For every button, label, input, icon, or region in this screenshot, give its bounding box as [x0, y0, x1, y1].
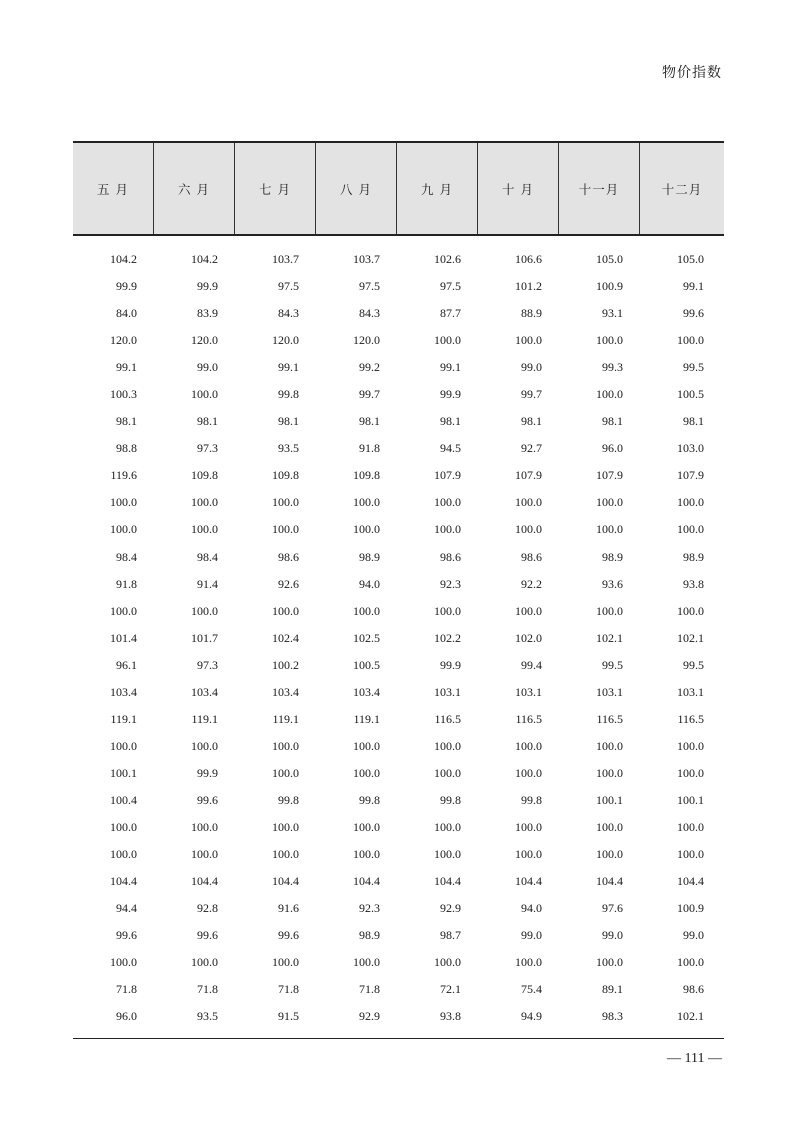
table-cell: 100.0	[191, 495, 218, 510]
table-cell: 100.0	[596, 603, 623, 618]
table-cell: 98.1	[197, 414, 218, 429]
table-row	[73, 652, 724, 679]
table-cell: 104.4	[110, 874, 137, 889]
table-row	[73, 976, 724, 1003]
table-cell: 104.4	[677, 874, 704, 889]
table-cell: 87.7	[440, 306, 461, 321]
column-header: 十二月	[661, 181, 703, 197]
table-cell: 98.1	[359, 414, 380, 429]
table-cell: 102.4	[272, 630, 299, 645]
table-cell: 100.0	[434, 333, 461, 348]
table-cell: 99.0	[683, 928, 704, 943]
table-cell: 100.1	[677, 792, 704, 807]
table-cell: 98.9	[683, 549, 704, 564]
table-cell: 100.0	[110, 738, 137, 753]
table-cell: 103.7	[353, 252, 380, 267]
table-cell: 103.4	[191, 684, 218, 699]
table-cell: 83.9	[197, 306, 218, 321]
table-cell: 94.0	[521, 901, 542, 916]
table-cell: 103.1	[434, 684, 461, 699]
table-cell: 71.8	[197, 982, 218, 997]
table-cell: 98.1	[683, 414, 704, 429]
column-header: 六 月	[154, 143, 235, 234]
table-cell: 99.0	[197, 360, 218, 375]
table-cell: 100.0	[596, 820, 623, 834]
table-cell: 97.3	[197, 657, 218, 672]
table-cell: 100.0	[677, 955, 704, 970]
table-cell: 100.0	[353, 738, 380, 753]
table-cell: 100.0	[596, 847, 623, 862]
table-cell: 91.4	[197, 576, 218, 591]
table-cell: 94.9	[521, 1009, 542, 1024]
table-cell: 99.5	[602, 657, 623, 672]
table-cell: 100.0	[110, 820, 137, 834]
table-cell: 98.8	[116, 441, 137, 456]
table-cell: 100.0	[596, 387, 623, 402]
table-cell: 103.1	[515, 684, 542, 699]
table-cell: 107.9	[596, 468, 623, 483]
table-cell: 103.4	[110, 684, 137, 699]
table-row	[73, 408, 724, 435]
table-cell: 98.6	[683, 982, 704, 997]
table-cell: 99.0	[521, 360, 542, 375]
table-row	[73, 787, 724, 814]
table-cell: 100.0	[191, 522, 218, 537]
table-cell: 104.4	[434, 874, 461, 889]
table-cell: 100.0	[434, 820, 461, 834]
table-cell: 72.1	[440, 982, 461, 997]
table-cell: 98.1	[440, 414, 461, 429]
table-cell: 116.5	[515, 711, 542, 726]
table-row	[73, 273, 724, 300]
table-cell: 100.0	[596, 738, 623, 753]
table-cell: 100.9	[677, 901, 704, 916]
table-cell: 120.0	[353, 333, 380, 348]
table-cell: 100.0	[515, 847, 542, 862]
table-cell: 99.8	[278, 792, 299, 807]
table-cell: 100.0	[515, 603, 542, 618]
table-row	[73, 516, 724, 543]
table-row	[73, 868, 724, 895]
table-cell: 98.6	[521, 549, 542, 564]
table-cell: 103.0	[677, 441, 704, 456]
table-cell: 88.9	[521, 306, 542, 321]
table-cell: 99.8	[278, 387, 299, 402]
table-cell: 94.0	[359, 576, 380, 591]
table-cell: 100.0	[677, 603, 704, 618]
table-cell: 100.0	[596, 955, 623, 970]
table-cell: 102.1	[677, 1009, 704, 1024]
table-cell: 91.5	[278, 1009, 299, 1024]
table-cell: 84.3	[278, 306, 299, 321]
table-row	[73, 489, 724, 516]
table-cell: 100.9	[596, 279, 623, 294]
table-cell: 100.0	[191, 847, 218, 862]
table-cell: 71.8	[278, 982, 299, 997]
table-row	[73, 462, 724, 489]
table-cell: 99.9	[116, 279, 137, 294]
table-cell: 100.0	[677, 820, 704, 834]
table-row	[73, 895, 724, 922]
price-index-table	[73, 141, 724, 1030]
table-cell: 100.0	[596, 495, 623, 510]
table-cell: 100.0	[110, 522, 137, 537]
table-cell: 104.4	[272, 874, 299, 889]
table-cell: 100.0	[434, 765, 461, 780]
table-cell: 100.0	[677, 847, 704, 862]
table-cell: 100.0	[515, 495, 542, 510]
table-cell: 100.0	[191, 603, 218, 618]
table-row	[73, 949, 724, 976]
table-cell: 116.5	[434, 711, 461, 726]
column-header: 九 月	[397, 143, 478, 234]
table-cell: 92.7	[521, 441, 542, 456]
table-cell: 99.1	[116, 360, 137, 375]
table-row	[73, 354, 724, 381]
table-cell: 109.8	[353, 468, 380, 483]
table-cell: 120.0	[191, 333, 218, 348]
table-cell: 99.9	[440, 387, 461, 402]
table-cell: 100.3	[110, 387, 137, 402]
table-cell: 106.6	[515, 252, 542, 267]
table-row	[73, 625, 724, 652]
table-cell: 99.7	[521, 387, 542, 402]
table-cell: 102.0	[515, 630, 542, 645]
table-row	[73, 814, 724, 841]
table-cell: 98.9	[602, 549, 623, 564]
table-cell: 98.9	[359, 928, 380, 943]
table-cell: 100.0	[596, 765, 623, 780]
table-cell: 120.0	[272, 333, 299, 348]
table-cell: 92.3	[359, 901, 380, 916]
table-cell: 99.6	[197, 792, 218, 807]
table-cell: 100.0	[515, 765, 542, 780]
table-cell: 98.9	[359, 549, 380, 564]
table-cell: 98.4	[116, 549, 137, 564]
table-cell: 100.0	[677, 333, 704, 348]
table-cell: 100.2	[272, 657, 299, 672]
table-cell: 91.8	[116, 576, 137, 591]
table-cell: 93.6	[602, 576, 623, 591]
table-cell: 99.8	[521, 792, 542, 807]
table-cell: 99.6	[116, 928, 137, 943]
table-cell: 92.8	[197, 901, 218, 916]
table-cell: 100.1	[110, 765, 137, 780]
table-cell: 99.1	[440, 360, 461, 375]
table-cell: 104.2	[191, 252, 218, 267]
table-cell: 99.0	[521, 928, 542, 943]
table-row	[73, 706, 724, 733]
table-cell: 99.6	[278, 928, 299, 943]
table-cell: 107.9	[434, 468, 461, 483]
table-cell: 99.5	[683, 360, 704, 375]
table-cell: 93.5	[278, 441, 299, 456]
table-cell: 98.3	[602, 1009, 623, 1024]
column-header: 五 月	[73, 143, 154, 234]
table-cell: 101.4	[110, 630, 137, 645]
table-cell: 100.0	[515, 333, 542, 348]
table-row	[73, 435, 724, 462]
table-row	[73, 544, 724, 571]
table-cell: 100.0	[353, 820, 380, 834]
table-cell: 91.6	[278, 901, 299, 916]
table-cell: 99.0	[602, 928, 623, 943]
table-row	[73, 300, 724, 327]
table-cell: 98.1	[116, 414, 137, 429]
table-cell: 104.4	[596, 874, 623, 889]
table-cell: 97.5	[440, 279, 461, 294]
table-cell: 98.6	[440, 549, 461, 564]
table-cell: 100.0	[434, 847, 461, 862]
table-header-row	[73, 141, 724, 236]
column-header: 七 月	[235, 143, 316, 234]
table-cell: 93.8	[683, 576, 704, 591]
table-cell: 92.6	[278, 576, 299, 591]
table-cell: 100.0	[272, 495, 299, 510]
table-cell: 116.5	[596, 711, 623, 726]
table-cell: 91.8	[359, 441, 380, 456]
table-cell: 102.1	[677, 630, 704, 645]
bottom-rule	[73, 1038, 724, 1039]
table-cell: 99.9	[440, 657, 461, 672]
table-cell: 119.1	[353, 711, 380, 726]
table-row	[73, 327, 724, 354]
table-cell: 109.8	[191, 468, 218, 483]
table-cell: 98.4	[197, 549, 218, 564]
table-cell: 100.0	[272, 820, 299, 834]
table-cell: 100.0	[515, 738, 542, 753]
table-row	[73, 922, 724, 949]
table-cell: 100.0	[515, 522, 542, 537]
table-cell: 100.0	[596, 522, 623, 537]
table-cell: 99.8	[359, 792, 380, 807]
table-cell: 71.8	[116, 982, 137, 997]
table-cell: 103.1	[677, 684, 704, 699]
table-cell: 100.1	[596, 792, 623, 807]
table-cell: 109.8	[272, 468, 299, 483]
table-cell: 104.4	[191, 874, 218, 889]
table-body	[73, 236, 724, 1030]
table-row	[73, 760, 724, 787]
table-cell: 101.2	[515, 279, 542, 294]
table-cell: 100.0	[272, 603, 299, 618]
table-cell: 93.5	[197, 1009, 218, 1024]
table-cell: 98.7	[440, 928, 461, 943]
page-number: — 111 —	[667, 1051, 722, 1066]
table-cell: 100.0	[110, 495, 137, 510]
table-cell: 92.9	[359, 1009, 380, 1024]
table-cell: 104.4	[353, 874, 380, 889]
table-cell: 107.9	[515, 468, 542, 483]
table-cell: 99.4	[521, 657, 542, 672]
table-row	[73, 246, 724, 273]
table-cell: 100.0	[272, 955, 299, 970]
table-cell: 103.4	[272, 684, 299, 699]
table-cell: 84.3	[359, 306, 380, 321]
table-cell: 99.6	[197, 928, 218, 943]
table-row	[73, 571, 724, 598]
table-cell: 93.8	[440, 1009, 461, 1024]
table-cell: 100.0	[434, 955, 461, 970]
table-cell: 116.5	[677, 711, 704, 726]
table-cell: 100.0	[677, 522, 704, 537]
table-cell: 97.3	[197, 441, 218, 456]
table-cell: 100.0	[677, 765, 704, 780]
table-row	[73, 679, 724, 706]
table-cell: 71.8	[359, 982, 380, 997]
table-cell: 97.5	[359, 279, 380, 294]
table-cell: 100.0	[434, 738, 461, 753]
table-cell: 99.8	[440, 792, 461, 807]
table-cell: 96.0	[116, 1009, 137, 1024]
table-cell: 100.0	[353, 603, 380, 618]
table-row	[73, 1003, 724, 1030]
table-cell: 102.2	[434, 630, 461, 645]
table-cell: 84.0	[116, 306, 137, 321]
table-cell: 107.9	[677, 468, 704, 483]
table-cell: 103.7	[272, 252, 299, 267]
table-cell: 104.4	[515, 874, 542, 889]
table-cell: 98.1	[602, 414, 623, 429]
table-cell: 97.5	[278, 279, 299, 294]
table-cell: 103.1	[596, 684, 623, 699]
table-cell: 119.6	[110, 468, 137, 483]
table-cell: 99.9	[197, 765, 218, 780]
table-cell: 92.2	[521, 576, 542, 591]
table-cell: 100.0	[191, 387, 218, 402]
table-cell: 100.0	[272, 847, 299, 862]
table-cell: 100.0	[353, 495, 380, 510]
table-cell: 100.0	[191, 955, 218, 970]
table-cell: 99.5	[683, 657, 704, 672]
column-header: 十一月	[559, 143, 640, 234]
table-cell: 100.0	[677, 495, 704, 510]
table-cell: 105.0	[677, 252, 704, 267]
table-cell: 94.5	[440, 441, 461, 456]
table-cell: 100.0	[434, 495, 461, 510]
table-cell: 99.1	[278, 360, 299, 375]
table-cell: 89.1	[602, 982, 623, 997]
table-cell: 99.7	[359, 387, 380, 402]
column-header: 八 月	[316, 143, 397, 234]
table-cell: 100.0	[353, 847, 380, 862]
table-cell: 98.6	[278, 549, 299, 564]
table-cell: 100.0	[515, 820, 542, 834]
table-row	[73, 733, 724, 760]
table-cell: 100.0	[434, 603, 461, 618]
table-cell: 100.0	[353, 765, 380, 780]
table-cell: 104.2	[110, 252, 137, 267]
table-cell: 100.0	[677, 738, 704, 753]
table-cell: 98.1	[278, 414, 299, 429]
table-cell: 100.0	[110, 955, 137, 970]
table-cell: 100.0	[191, 820, 218, 834]
running-head: 物价指数	[662, 65, 722, 81]
table-cell: 100.0	[353, 522, 380, 537]
column-header: 十 月	[478, 143, 559, 234]
table-cell: 100.0	[596, 333, 623, 348]
table-cell: 103.4	[353, 684, 380, 699]
table-cell: 100.0	[353, 955, 380, 970]
table-cell: 93.1	[602, 306, 623, 321]
table-cell: 102.6	[434, 252, 461, 267]
table-cell: 100.5	[677, 387, 704, 402]
table-cell: 100.0	[110, 603, 137, 618]
table-cell: 99.9	[197, 279, 218, 294]
table-cell: 97.6	[602, 901, 623, 916]
table-cell: 101.7	[191, 630, 218, 645]
table-row	[73, 841, 724, 868]
table-cell: 75.4	[521, 982, 542, 997]
table-cell: 99.3	[602, 360, 623, 375]
table-cell: 100.0	[515, 955, 542, 970]
table-row	[73, 598, 724, 625]
table-cell: 120.0	[110, 333, 137, 348]
table-cell: 119.1	[191, 711, 218, 726]
table-cell: 96.1	[116, 657, 137, 672]
table-cell: 119.1	[110, 711, 137, 726]
table-cell: 96.0	[602, 441, 623, 456]
table-cell: 99.6	[683, 306, 704, 321]
table-row	[73, 381, 724, 408]
table-cell: 92.3	[440, 576, 461, 591]
table-cell: 100.0	[191, 738, 218, 753]
table-cell: 94.4	[116, 901, 137, 916]
table-cell: 92.9	[440, 901, 461, 916]
table-cell: 102.1	[596, 630, 623, 645]
table-cell: 99.2	[359, 360, 380, 375]
table-cell: 100.0	[434, 522, 461, 537]
table-cell: 105.0	[596, 252, 623, 267]
table-cell: 98.1	[521, 414, 542, 429]
table-cell: 100.0	[272, 765, 299, 780]
table-cell: 100.0	[110, 847, 137, 862]
table-cell: 99.1	[683, 279, 704, 294]
table-cell: 119.1	[272, 711, 299, 726]
table-cell: 100.0	[272, 738, 299, 753]
table-cell: 100.0	[272, 522, 299, 537]
table-cell: 100.4	[110, 792, 137, 807]
table-cell: 102.5	[353, 630, 380, 645]
table-cell: 100.5	[353, 657, 380, 672]
